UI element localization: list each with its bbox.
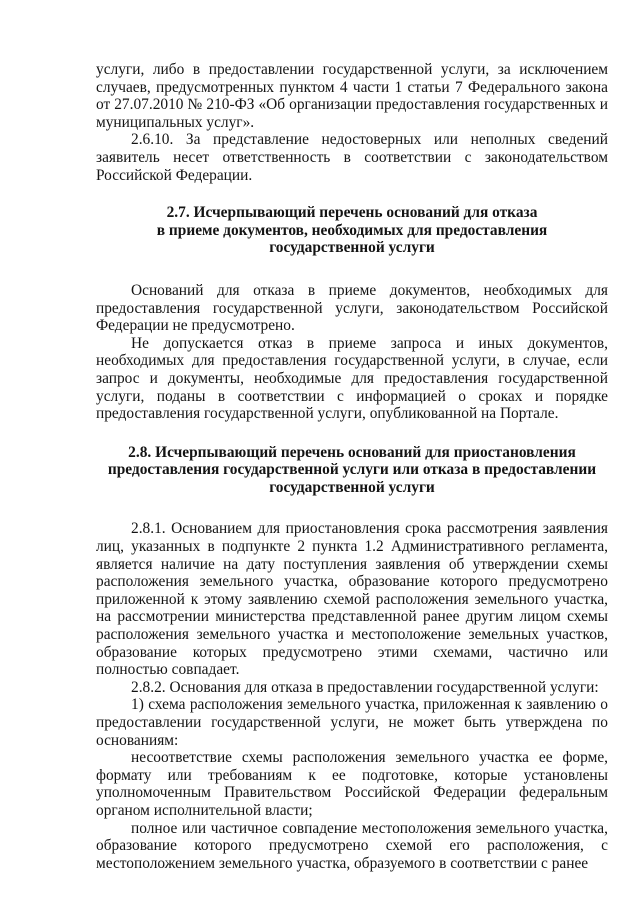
paragraph: Оснований для отказа в приеме документов, необходимых для предоставления государственной услуги, законодательством Российской Федерации не предусмотрено. xyxy=(96,281,608,335)
spacer xyxy=(96,496,608,520)
spacer xyxy=(96,423,608,444)
paragraph: Не допускается отказ в приеме запроса и иных документов, необходимых для предоставления государственной услуги, в случае, если запрос и документы, необходимые для предоставления государственной услуги, поданы в соответствии с информацией о сроках и порядке предоставления государственной услуги, опубликованной на Портале. xyxy=(96,334,608,423)
paragraph: несоответствие схемы расположения земельного участка ее форме, формату или требованиям к ее подготовке, которые установлены уполномоченным Правительством Российской Федерации федеральным органом исполнительной власти; xyxy=(96,749,608,819)
paragraph-item-1: 1) схема расположения земельного участка, приложенная к заявлению о предоставлении государственной услуги, не может быть утверждена по основаниям: xyxy=(96,696,608,749)
heading-line: предоставления государственной услуги или отказа в предоставлении xyxy=(107,461,597,479)
paragraph-2-8-1: 2.8.1. Основанием для приостановления срока рассмотрения заявления лиц, указанных в подпункте 2 пункта 1.2 Административного регламента, является наличие на дату поступления заявления об утверждении схемы расположения земельного участка, образование которого предусмотрено приложенной к этому заявлению схемой расположения земельного участка, на рассмотрении министерства представленной ранее другим лицом схемы расположения земельного участка и местоположение земельных участков, образование которых предусмотрено этими схемами, частично или полностью совпадает. xyxy=(96,520,608,679)
paragraph-2-8-2: 2.8.2. Основания для отказа в предоставлении государственной услуги: xyxy=(131,678,599,696)
heading-line: государственной услуги xyxy=(269,478,435,496)
paragraph: полное или частичное совпадение местоположения земельного участка, образование которого предусмотрено схемой его расположения, с местоположением земельного участка, образуемого в соответствии с ранее xyxy=(96,819,608,872)
heading-line: 2.8. Исчерпывающий перечень оснований для приостановления xyxy=(128,443,576,461)
heading-line: государственной услуги xyxy=(269,239,435,257)
heading-line: 2.7. Исчерпывающий перечень оснований для отказа xyxy=(166,204,538,222)
section-heading-2-7 xyxy=(96,204,608,257)
paragraph-2-6-10: 2.6.10. За представление недостоверных или неполных сведений заявитель несет ответственность в соответствии с законодательством Российской Федерации. xyxy=(96,131,608,184)
heading-line: в приеме документов, необходимых для предоставления xyxy=(156,221,548,239)
spacer xyxy=(96,184,608,204)
section-heading-2-8 xyxy=(96,444,608,497)
spacer xyxy=(96,257,608,282)
paragraph-continuation: услуги, либо в предоставлении государственной услуги, за исключением случаев, предусмотренных пунктом 4 части 1 статьи 7 Федерального закона от 27.07.2010 № 210-ФЗ «Об организации предоставления государственных и муниципальных услуг». xyxy=(96,61,608,131)
document-body xyxy=(96,61,608,872)
